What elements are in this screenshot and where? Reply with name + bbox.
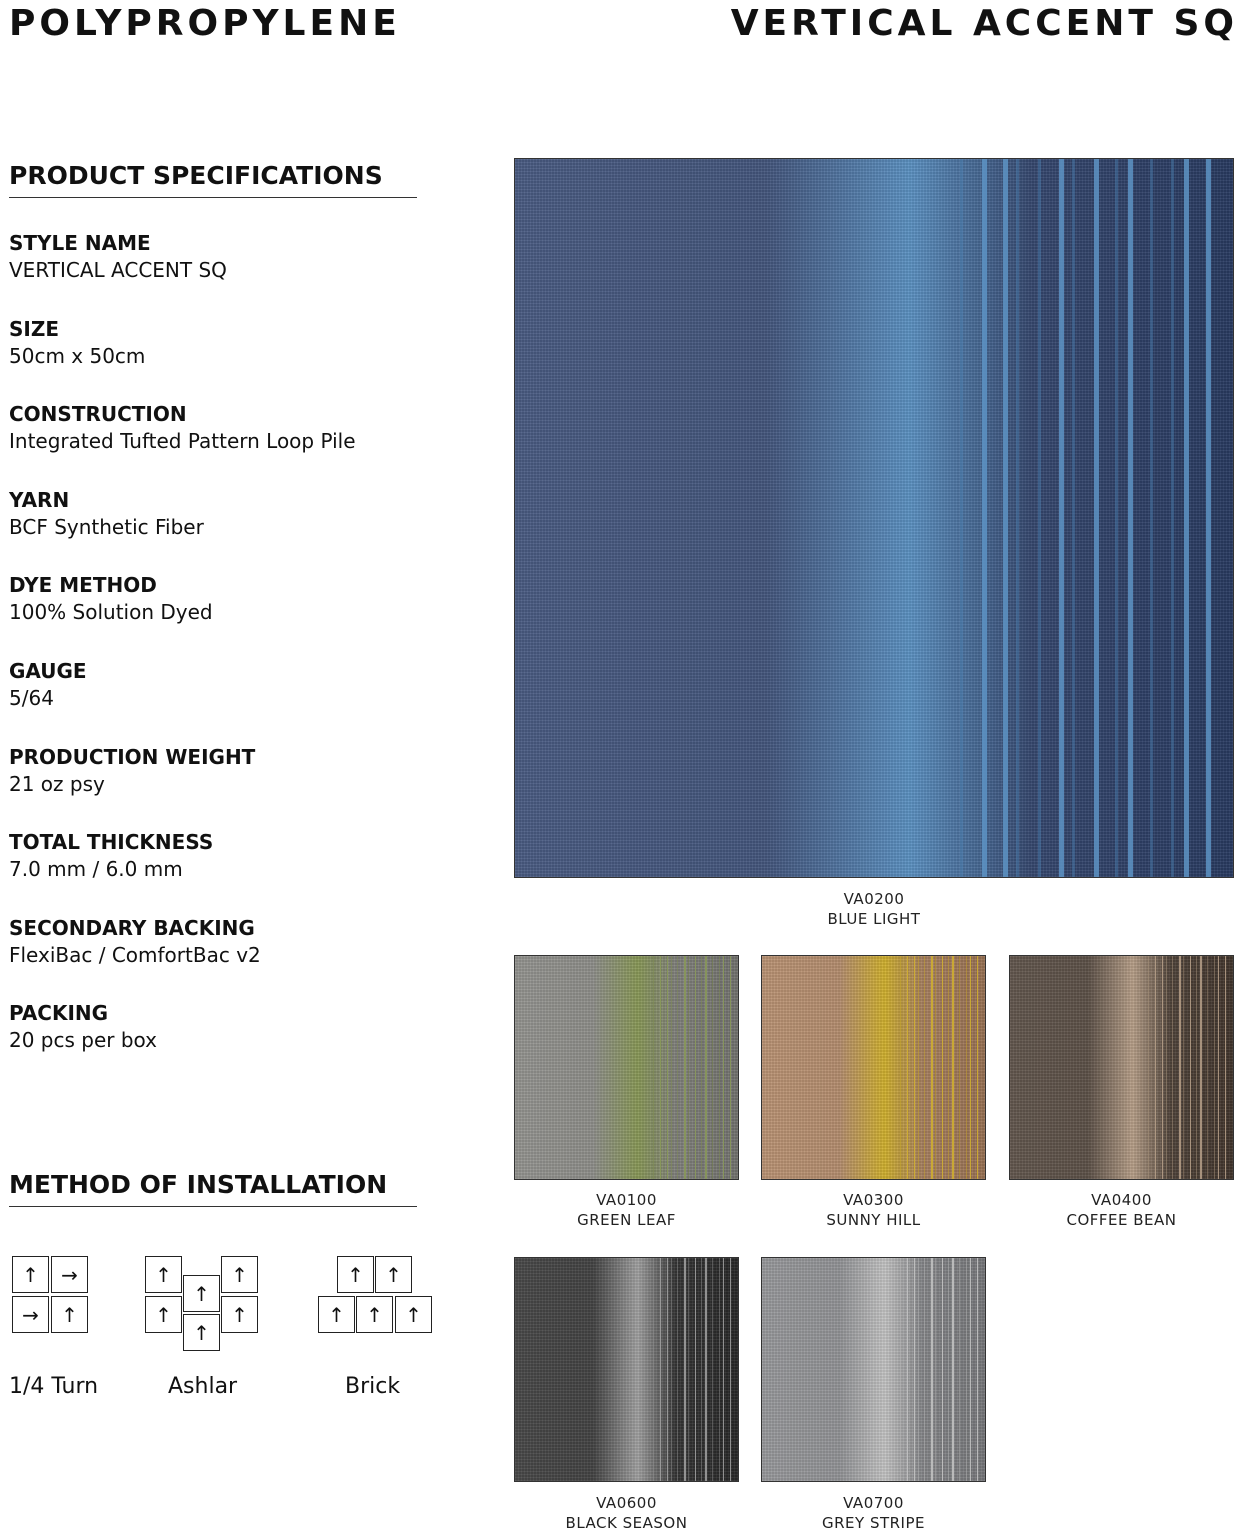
spec-value: 5/64 <box>9 685 54 710</box>
swatch-caption <box>514 1190 739 1230</box>
stripe-pattern <box>966 956 967 1179</box>
stripe-pattern <box>1128 159 1133 877</box>
stripe-pattern <box>1155 956 1157 1179</box>
spec-label: SECONDARY BACKING <box>9 915 255 940</box>
swatch-name: COFFEE BEAN <box>1066 1211 1177 1229</box>
stripe-pattern <box>688 1258 689 1481</box>
spec-gauge <box>9 658 479 744</box>
stripe-pattern <box>1166 956 1167 1179</box>
stripe-pattern <box>977 956 979 1179</box>
stripe-pattern <box>1016 159 1019 877</box>
spec-packing <box>9 1000 479 1086</box>
swatch-code: VA0400 <box>1091 1191 1152 1209</box>
stripe-pattern <box>684 956 686 1179</box>
stripe-pattern <box>1225 956 1227 1179</box>
specifications-list <box>9 230 479 1086</box>
stripe-pattern <box>667 956 669 1179</box>
stripe-pattern <box>982 159 987 877</box>
stripe-pattern <box>918 956 919 1179</box>
swatch-name: SUNNY HILL <box>826 1211 921 1229</box>
stripe-pattern <box>719 956 720 1179</box>
swatch-caption <box>1009 1190 1234 1230</box>
stripe-pattern <box>1206 159 1211 877</box>
installation-heading: METHOD OF INSTALLATION <box>9 1170 417 1207</box>
stripe-pattern <box>695 956 697 1179</box>
spec-value: 20 pcs per box <box>9 1028 158 1053</box>
method-label-ashlar: Ashlar <box>168 1374 238 1399</box>
swatch-code: VA0600 <box>596 1494 657 1512</box>
product-title: VERTICAL ACCENT SQ <box>730 3 1238 44</box>
stripe-pattern <box>948 1258 949 1481</box>
spec-label: TOTAL THICKNESS <box>9 830 214 855</box>
spec-value: FlexiBac / ComfortBac v2 <box>9 942 261 967</box>
stripe-pattern <box>924 956 925 1179</box>
spec-production-weight <box>9 744 479 830</box>
spec-value: 21 oz psy <box>9 771 105 796</box>
spec-total-thickness <box>9 829 479 915</box>
arrow-up-icon: ↑ <box>221 1256 258 1293</box>
stripe-pattern <box>1072 159 1075 877</box>
arrow-right-icon: → <box>51 1256 88 1293</box>
swatch-image <box>514 158 1234 878</box>
arrow-up-icon: ↑ <box>145 1256 182 1293</box>
stripe-pattern <box>914 956 916 1179</box>
swatch-image <box>1009 955 1234 1180</box>
spec-yarn <box>9 487 479 573</box>
arrow-up-icon: ↑ <box>318 1296 355 1333</box>
stripe-pattern <box>900 956 901 1179</box>
arrow-up-icon: ↑ <box>51 1296 88 1333</box>
stripe-pattern <box>960 159 963 877</box>
arrow-up-icon: ↑ <box>337 1256 374 1293</box>
arrow-up-icon: ↑ <box>183 1275 220 1312</box>
stripe-pattern <box>660 1258 662 1481</box>
stripe-pattern <box>671 956 672 1179</box>
stripe-pattern <box>918 1258 919 1481</box>
stripe-pattern <box>712 1258 713 1481</box>
arrow-up-icon: ↑ <box>375 1256 412 1293</box>
stripe-pattern <box>970 956 972 1179</box>
stripe-pattern <box>1200 956 1202 1179</box>
arrow-up-icon: ↑ <box>183 1314 220 1351</box>
spec-construction <box>9 401 479 487</box>
spec-value: BCF Synthetic Fiber <box>9 514 204 539</box>
stripe-pattern <box>977 1258 979 1481</box>
stripe-pattern <box>1190 956 1192 1179</box>
spec-value: VERTICAL ACCENT SQ <box>9 258 227 282</box>
arrow-up-icon: ↑ <box>145 1296 182 1333</box>
stripe-pattern <box>1218 956 1220 1179</box>
spec-secondary-backing <box>9 915 479 1001</box>
swatch-code: VA0200 <box>843 890 905 908</box>
spec-label: SIZE <box>9 316 60 341</box>
stripe-pattern <box>684 1258 686 1481</box>
stripe-pattern <box>653 1258 654 1481</box>
stripe-pattern <box>924 1258 925 1481</box>
method-label-quarter-turn: 1/4 Turn <box>9 1374 99 1399</box>
stripe-pattern <box>914 1258 916 1481</box>
swatch-code: VA0300 <box>843 1191 904 1209</box>
stripe-pattern <box>1183 956 1184 1179</box>
stripe-pattern <box>966 1258 967 1481</box>
swatch-image <box>514 1257 739 1482</box>
stripe-pattern <box>1148 956 1149 1179</box>
stripe-pattern <box>1172 956 1173 1179</box>
stripe-pattern <box>688 956 689 1179</box>
stripe-pattern <box>719 1258 720 1481</box>
spec-value: 50cm x 50cm <box>9 343 146 368</box>
swatch-name: GREEN LEAF <box>577 1211 676 1229</box>
stripe-pattern <box>1184 159 1189 877</box>
stripe-pattern <box>1179 956 1181 1179</box>
spec-label: DYE METHOD <box>9 573 157 598</box>
spec-label: CONSTRUCTION <box>9 402 187 427</box>
stripe-pattern <box>942 1258 944 1481</box>
swatch-name: BLUE LIGHT <box>827 910 921 928</box>
stripe-pattern <box>1171 159 1174 877</box>
stripe-pattern <box>935 956 936 1179</box>
specifications-heading: PRODUCT SPECIFICATIONS <box>9 161 417 198</box>
spec-dye-method <box>9 572 479 658</box>
stripe-pattern <box>1038 159 1041 877</box>
method-label-brick: Brick <box>345 1374 401 1399</box>
stripe-pattern <box>695 1258 697 1481</box>
swatch-caption <box>514 1493 739 1533</box>
spec-value: Integrated Tufted Pattern Loop Pile <box>9 429 356 454</box>
stripe-pattern <box>907 1258 909 1481</box>
stripe-pattern <box>1115 159 1118 877</box>
stripe-pattern <box>723 1258 725 1481</box>
spec-label: STYLE NAME <box>9 231 151 255</box>
stripe-pattern <box>730 956 732 1179</box>
swatch-caption <box>761 1190 986 1230</box>
stripe-pattern <box>677 1258 678 1481</box>
stripe-pattern <box>970 1258 972 1481</box>
stripe-pattern <box>948 956 949 1179</box>
stripe-pattern <box>959 1258 960 1481</box>
swatch-code: VA0700 <box>843 1494 904 1512</box>
stripe-pattern <box>712 956 713 1179</box>
stripe-pattern <box>1207 956 1208 1179</box>
spec-value: 7.0 mm / 6.0 mm <box>9 857 183 882</box>
swatch-name: GREY STRIPE <box>821 1514 925 1532</box>
stripe-pattern <box>952 1258 954 1481</box>
stripe-pattern <box>1214 956 1215 1179</box>
stripe-pattern <box>1162 956 1164 1179</box>
swatch-code: VA0100 <box>596 1191 657 1209</box>
spec-label: PRODUCTION WEIGHT <box>9 744 256 769</box>
arrow-up-icon: ↑ <box>395 1296 432 1333</box>
stripe-pattern <box>705 956 707 1179</box>
stripe-pattern <box>677 956 678 1179</box>
stripe-pattern <box>705 1258 707 1481</box>
collection-title: POLYPROPYLENE <box>9 3 401 44</box>
stripe-pattern <box>935 1258 936 1481</box>
spec-label: YARN <box>9 487 70 512</box>
swatch-image <box>514 955 739 1180</box>
arrow-up-icon: ↑ <box>12 1256 49 1293</box>
stripe-pattern <box>1094 159 1099 877</box>
stripe-pattern <box>667 1258 669 1481</box>
stripe-pattern <box>1003 159 1008 877</box>
stripe-pattern <box>942 956 944 1179</box>
stripe-pattern <box>1059 159 1064 877</box>
arrow-right-icon: → <box>12 1296 49 1333</box>
stripe-pattern <box>959 956 960 1179</box>
swatch-image <box>761 1257 986 1482</box>
stripe-pattern <box>1150 159 1153 877</box>
spec-style-name <box>9 230 479 316</box>
stripe-pattern <box>723 956 725 1179</box>
stripe-pattern <box>671 1258 672 1481</box>
spec-label: GAUGE <box>9 658 87 683</box>
stripe-pattern <box>701 956 702 1179</box>
swatch-caption <box>761 1493 986 1533</box>
stripe-pattern <box>907 956 909 1179</box>
swatch-name: BLACK SEASON <box>565 1514 688 1532</box>
arrow-up-icon: ↑ <box>356 1296 393 1333</box>
stripe-pattern <box>653 956 654 1179</box>
stripe-pattern <box>660 956 662 1179</box>
stripe-pattern <box>900 1258 901 1481</box>
stripe-pattern <box>730 1258 732 1481</box>
stripe-pattern <box>701 1258 702 1481</box>
spec-label: PACKING <box>9 1001 109 1026</box>
arrow-up-icon: ↑ <box>221 1296 258 1333</box>
stripe-pattern <box>1196 956 1197 1179</box>
stripe-pattern <box>952 956 954 1179</box>
spec-value: 100% Solution Dyed <box>9 600 213 625</box>
stripe-pattern <box>931 1258 933 1481</box>
swatch-caption <box>514 889 1234 929</box>
swatch-image <box>761 955 986 1180</box>
stripe-pattern <box>931 956 933 1179</box>
spec-size <box>9 316 479 402</box>
